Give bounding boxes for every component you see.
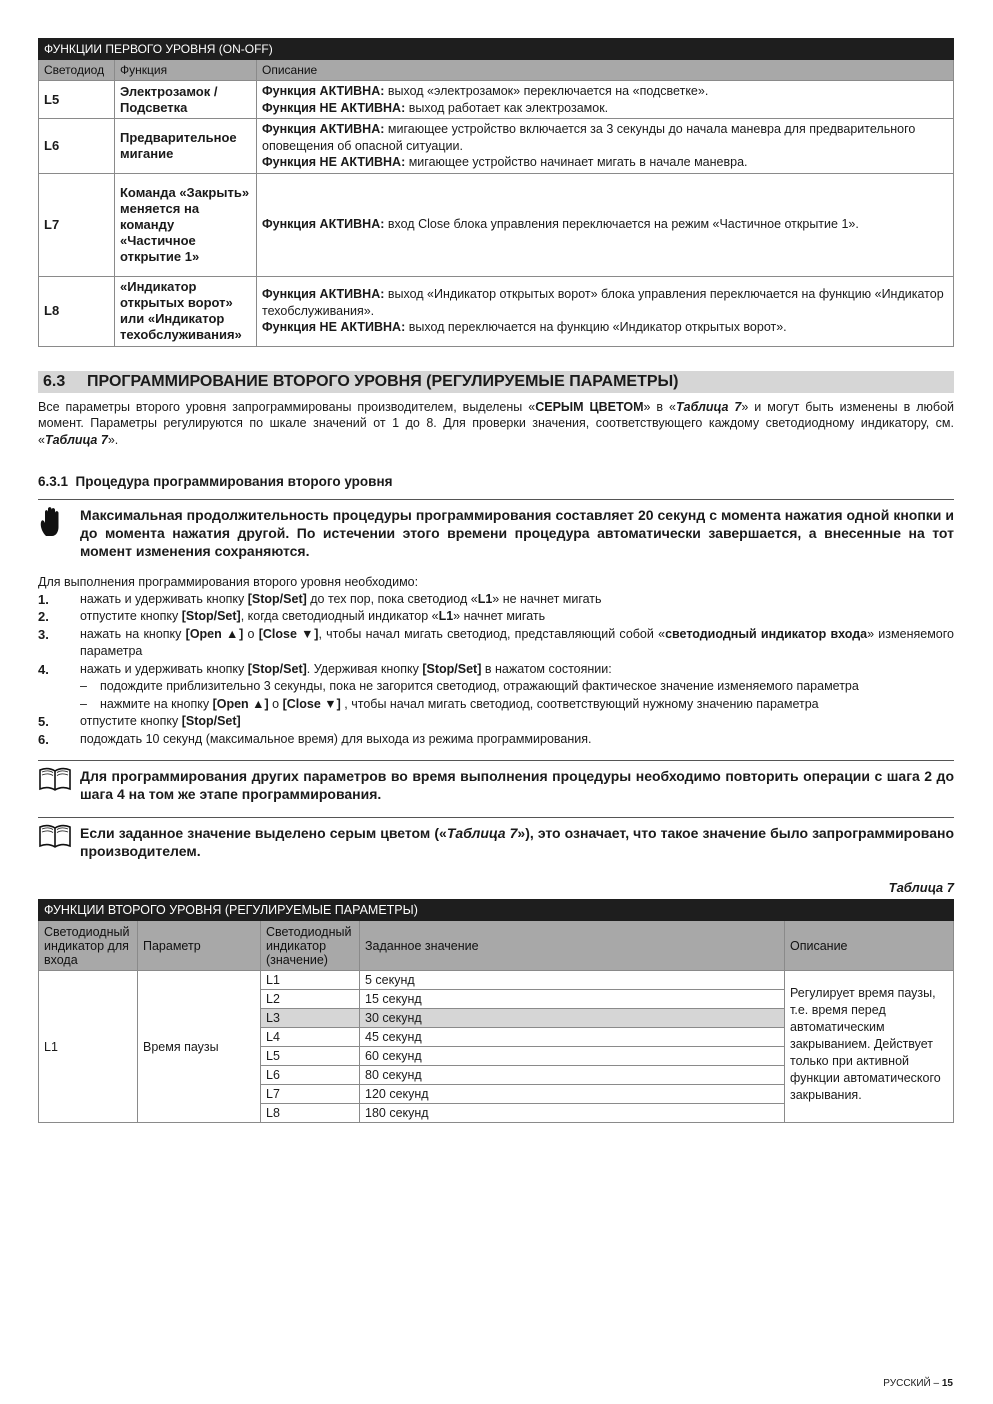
table1-title: ФУНКЦИИ ПЕРВОГО УРОВНЯ (ON-OFF) <box>39 39 954 60</box>
subsection-number: 6.3.1 <box>38 474 69 489</box>
list-item <box>38 591 954 609</box>
setting-value-cell: 180 секунд <box>360 1104 785 1123</box>
section-intro: Все параметры второго уровня запрограммированы производителем, выделены «СЕРЫМ ЦВЕТОМ» в «Таблица 7» и могут быть изменены в любой момент. Параметры регулируются по шкале значений от 1 до 8. Для проверки значения, соответствующего каждому светодиодному индикатору, см. «Таблица 7». <box>38 399 955 447</box>
section-heading <box>38 371 954 393</box>
description-cell <box>257 276 954 346</box>
step-text: нажать на кнопку [Open ▲] o [Close ▼], чтобы начал мигать светодиод, представляющий собой «светодиодный индикатор входа» изменяемого параметра <box>80 626 954 658</box>
table-row <box>39 81 954 119</box>
table-row <box>39 971 954 990</box>
list-item <box>38 713 954 731</box>
value-led-cell: L5 <box>261 1047 360 1066</box>
page-footer <box>883 1378 953 1389</box>
description-line: Функция АКТИВНА: вход Close блока управления переключается на режим «Частичное открытие 1». <box>262 217 859 232</box>
table2-header-value-led: Светодиодный индикатор (значение) <box>261 921 360 971</box>
setting-value-cell: 45 секунд <box>360 1028 785 1047</box>
table-row <box>39 173 954 276</box>
hand-stop-icon <box>38 506 80 541</box>
step-text: отпустите кнопку [Stop/Set], когда светодиодный индикатор «L1» начнет мигать <box>80 609 546 623</box>
step-number: 5. <box>38 714 49 729</box>
input-led-cell: L1 <box>39 971 138 1123</box>
setting-value-cell: 60 секунд <box>360 1047 785 1066</box>
table2-header-setting: Заданное значение <box>360 921 785 971</box>
setting-value-cell: 15 секунд <box>360 990 785 1009</box>
warning-note <box>38 499 954 560</box>
description-line: Функция НЕ АКТИВНА: мигающее устройство начинает мигать в начале маневра. <box>262 155 748 169</box>
book-icon <box>38 824 80 853</box>
value-led-cell: L4 <box>261 1028 360 1047</box>
value-led-cell: L3 <box>261 1009 360 1028</box>
led-cell: L7 <box>39 173 115 276</box>
setting-value-cell: 120 секунд <box>360 1085 785 1104</box>
step-text: подождать 10 секунд (максимальное время) для выхода из режима программирования. <box>80 731 592 746</box>
table2-header-input-led: Светодиодный индикатор для входа <box>39 921 138 971</box>
info-note-text: Если заданное значение выделено серым цветом («Таблица 7»), это означает, что такое значение было запрограммировано производителем. <box>80 825 955 859</box>
step-number: 1. <box>38 591 49 607</box>
setting-value-cell: 80 секунд <box>360 1066 785 1085</box>
table2-header-description: Описание <box>785 921 954 971</box>
info-note-text: Для программирования других параметров во время выполнения процедуры необходимо повторить операции с шага 2 до шага 4 на том же этапе программирования. <box>80 768 954 802</box>
sub-list-item: – нажмите на кнопку [Open ▲] o [Close ▼] , чтобы начал мигать светодиод, соответствующий нужному значению параметра <box>38 696 954 714</box>
value-led-cell: L1 <box>261 971 360 990</box>
page-number: 15 <box>941 1378 953 1389</box>
led-cell: L8 <box>39 276 115 346</box>
description-cell <box>257 173 954 276</box>
table1-header-led: Светодиод <box>39 60 115 81</box>
table-row <box>39 276 954 346</box>
table-row <box>39 119 954 174</box>
list-item <box>38 626 954 661</box>
value-led-cell: L6 <box>261 1066 360 1085</box>
list-item <box>38 608 954 626</box>
step-text: нажать и удерживать кнопку [Stop/Set]. Удерживая кнопку [Stop/Set] в нажатом состоянии: <box>80 661 612 676</box>
description-line: Функция НЕ АКТИВНА: выход переключается на функцию «Индикатор открытых ворот». <box>262 320 787 335</box>
parameter-description-cell: Регулирует время паузы, т.е. время перед автоматическим закрыванием. Действует только при активной функции автоматического закрывания. <box>785 971 954 1123</box>
section-number: 6.3 <box>43 372 66 390</box>
description-cell <box>257 119 954 174</box>
value-led-cell: L7 <box>261 1085 360 1104</box>
steps-list <box>38 591 954 749</box>
manual-page <box>38 38 954 1123</box>
table2-body <box>39 971 954 1123</box>
section-title: ПРОГРАММИРОВАНИЕ ВТОРОГО УРОВНЯ (РЕГУЛИРУЕМЫЕ ПАРАМЕТРЫ) <box>87 372 679 390</box>
table1-header-description: Описание <box>257 60 954 81</box>
step-number: 6. <box>38 731 49 747</box>
setting-value-cell: 5 секунд <box>360 971 785 990</box>
list-item <box>38 661 954 679</box>
second-level-parameters-table <box>38 899 954 1123</box>
footer-language: РУССКИЙ – <box>883 1378 942 1389</box>
value-led-cell: L2 <box>261 990 360 1009</box>
first-level-functions-table <box>38 38 954 347</box>
description-line: Функция АКТИВНА: мигающее устройство включается за 3 секунды до начала маневра для предварительного оповещения об опасной ситуации. <box>262 122 916 153</box>
setting-value-cell: 30 секунд <box>360 1009 785 1028</box>
parameter-cell: Время паузы <box>138 971 261 1123</box>
substep-text: подождите приблизительно 3 секунды, пока не загорится светодиод, отражающий фактическое значение изменяемого параметра <box>100 679 859 693</box>
function-cell: Команда «Закрыть» меняется на команду «Частичное открытие 1» <box>115 173 257 276</box>
function-cell: Предварительное мигание <box>115 119 257 174</box>
subsection-title: Процедура программирования второго уровня <box>75 474 393 489</box>
led-cell: L5 <box>39 81 115 119</box>
step-text: нажать и удерживать кнопку [Stop/Set] до тех пор, пока светодиод «L1» не начнет мигать <box>80 591 602 606</box>
info-note <box>38 817 954 860</box>
info-note <box>38 760 954 803</box>
list-item <box>38 731 954 749</box>
function-cell: Электрозамок / Подсветка <box>115 81 257 119</box>
table2-header-parameter: Параметр <box>138 921 261 971</box>
step-number: 3. <box>38 626 49 642</box>
description-line: Функция АКТИВНА: выход «Индикатор открытых ворот» блока управления переключается на функцию «Индикатор техобслуживания». <box>262 287 944 318</box>
steps-intro: Для выполнения программирования второго уровня необходимо: <box>38 575 419 589</box>
sub-list-item: – подождите приблизительно 3 секунды, пока не загорится светодиод, отражающий фактическое значение изменяемого параметра <box>38 678 954 696</box>
value-led-cell: L8 <box>261 1104 360 1123</box>
substep-text: нажмите на кнопку [Open ▲] o [Close ▼] , чтобы начал мигать светодиод, соответствующий нужному значению параметра <box>100 696 819 711</box>
step-number: 2. <box>38 609 49 624</box>
step-text: отпустите кнопку [Stop/Set] <box>80 714 241 728</box>
description-line: Функция НЕ АКТИВНА: выход работает как электрозамок. <box>262 100 609 115</box>
led-cell: L6 <box>39 119 115 174</box>
warning-note-text: Максимальная продолжительность процедуры программирования составляет 20 секунд с момента нажатия одной кнопки и до момента нажатия другой. По истечении этого времени процедура автоматически завершается, а внесенные на тот момент изменения сохраняются. <box>80 507 954 559</box>
description-line: Функция АКТИВНА: выход «электрозамок» переключается на «подсветке». <box>262 84 709 98</box>
function-cell: «Индикатор открытых ворот» или «Индикатор техобслуживания» <box>115 276 257 346</box>
table2-title: ФУНКЦИИ ВТОРОГО УРОВНЯ (РЕГУЛИРУЕМЫЕ ПАРАМЕТРЫ) <box>39 900 954 921</box>
step-number: 4. <box>38 661 49 677</box>
table-caption: Таблица 7 <box>888 880 954 895</box>
table1-header-function: Функция <box>115 60 257 81</box>
description-cell <box>257 81 954 119</box>
subsection-heading <box>38 474 954 489</box>
book-icon <box>38 767 80 796</box>
